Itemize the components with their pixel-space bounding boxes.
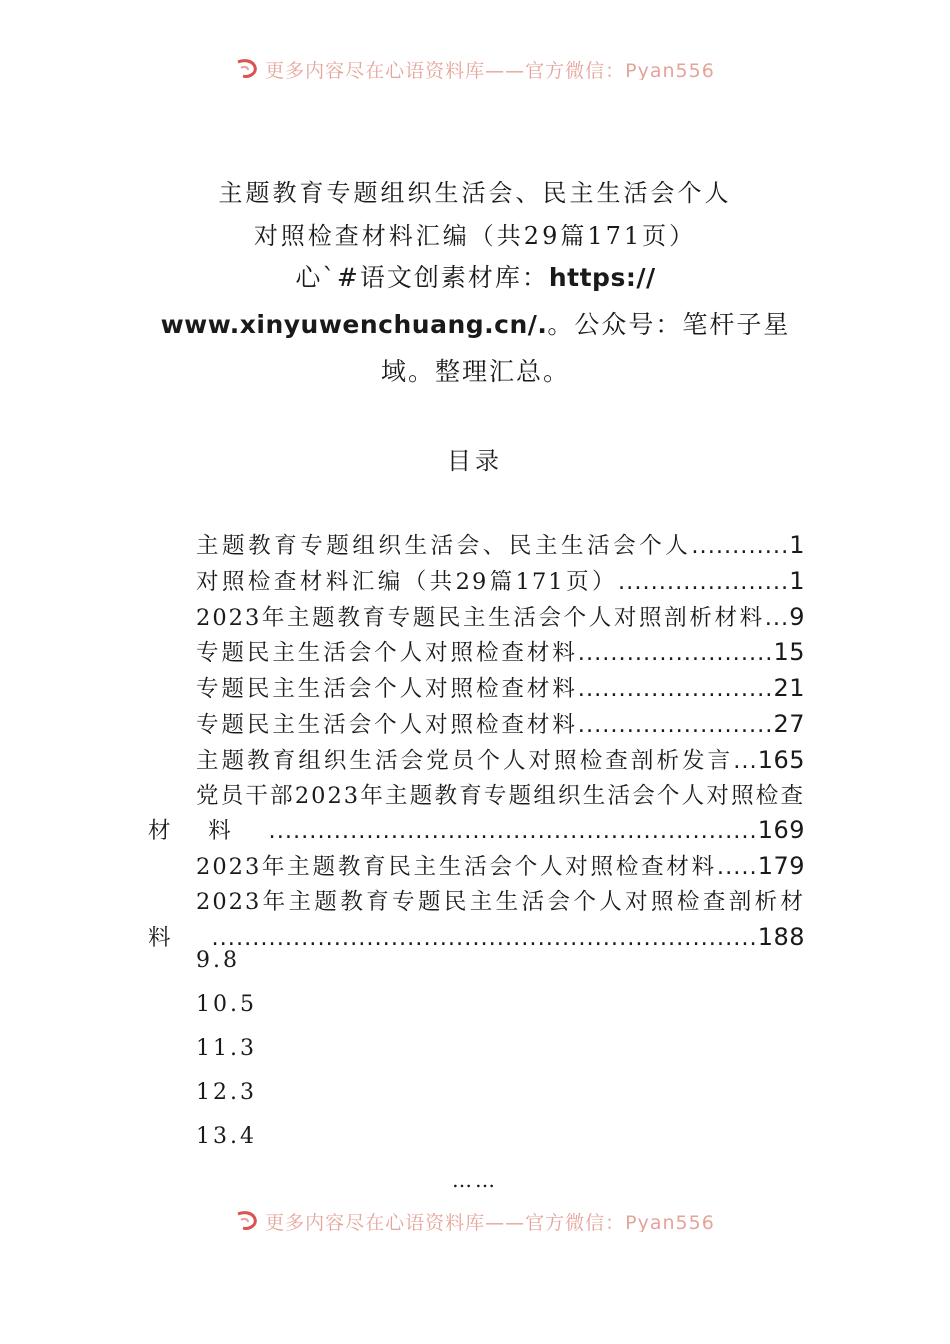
toc-leader-dots: ........................ [577,640,774,667]
toc-entry[interactable] [148,849,805,885]
toc-entry[interactable] [148,528,805,564]
source-url-part1[interactable]: https:// [548,263,656,292]
toc-leader-dots: ................................................................... [211,924,758,951]
document-title-line1: 主题教育专题组织生活会、民主生活会个人 [218,179,732,207]
toc-heading: 目录 [447,447,503,475]
source-prefix: 心`#语文创素材库： [295,263,549,292]
toc-page-number: 21 [773,674,805,703]
list-number: 10.5 [196,992,257,1017]
watermark-text: 更多内容尽在心语资料库——官方微信：Pyan556 [265,60,715,80]
toc-page-number: 1 [789,531,805,559]
toc-leader-dots: ............ [691,533,790,559]
toc-entry[interactable] [148,707,805,743]
source-note [148,254,803,395]
toc-page-number: 27 [773,709,805,738]
list-number: 11.3 [196,1036,257,1061]
continuation-ellipsis: …… [452,1168,498,1192]
toc-entry-title: 主题教育专题组织生活会、民主生活会个人 [196,533,692,559]
toc-entry-title: 党员干部2023年主题教育专题组织生活会个人对照检查材料 [148,782,805,845]
toc-page-number: 165 [757,745,805,774]
toc-entry[interactable] [148,779,805,850]
watermark-text: 更多内容尽在心语资料库——官方微信：Pyan556 [265,1212,715,1232]
toc-page-number: 15 [773,638,805,667]
footer-watermark [0,1208,950,1232]
toc-entry[interactable] [148,635,805,671]
toc-leader-dots: ............................................................ [268,818,758,845]
toc-leader-dots: ... [733,747,758,774]
toc-entry-title: 2023年主题教育民主生活会个人对照检查材料 [196,854,717,881]
list-number: 12.3 [196,1080,257,1105]
toc-entry[interactable] [148,600,805,636]
toc-leader-dots: ... [764,604,790,631]
toc-page-number: 9 [789,602,805,631]
toc-entry[interactable] [148,564,805,600]
toc-entry-title: 专题民主生活会个人对照检查材料 [196,711,578,738]
toc-entry-title: 对照检查材料汇编（共29篇171页） [196,568,619,595]
toc-entry[interactable] [148,671,805,707]
toc-page-number: 188 [757,922,805,951]
toc-page-number: 169 [757,816,805,845]
toc-leader-dots: ........................ [577,676,774,703]
brand-logo-icon [235,58,261,80]
toc-entry-title: 专题民主生活会个人对照检查材料 [196,640,578,667]
toc-leader-dots: ..... [716,854,758,881]
toc-leader-dots: ........................ [577,711,774,738]
toc-entry-title: 2023年主题教育专题民主生活会个人对照检查剖析材料 [148,888,805,951]
toc-page-number: 179 [757,852,805,881]
brand-logo-icon [235,1210,261,1232]
toc-entry-title: 主题教育组织生活会党员个人对照检查剖析发言 [196,747,734,774]
toc-entry-title: 2023年主题教育专题民主生活会个人对照剖析材料 [196,604,765,631]
list-number: 9.8 [196,948,240,973]
source-url-part2[interactable]: www.xinyuwenchuang.cn/. [160,310,548,339]
source-suffix: 。公众号：笔杆子星域。整理汇总。 [380,310,791,386]
document-title-line2: 对照检查材料汇编（共29篇171页） [253,222,697,250]
header-watermark [0,56,950,80]
table-of-contents [148,528,805,956]
toc-entry[interactable] [148,743,805,779]
toc-page-number: 1 [789,566,805,595]
toc-entry-title: 专题民主生活会个人对照检查材料 [196,676,578,703]
list-number: 13.4 [196,1124,257,1149]
toc-entry[interactable] [148,885,805,956]
toc-leader-dots: ..................... [618,568,790,595]
